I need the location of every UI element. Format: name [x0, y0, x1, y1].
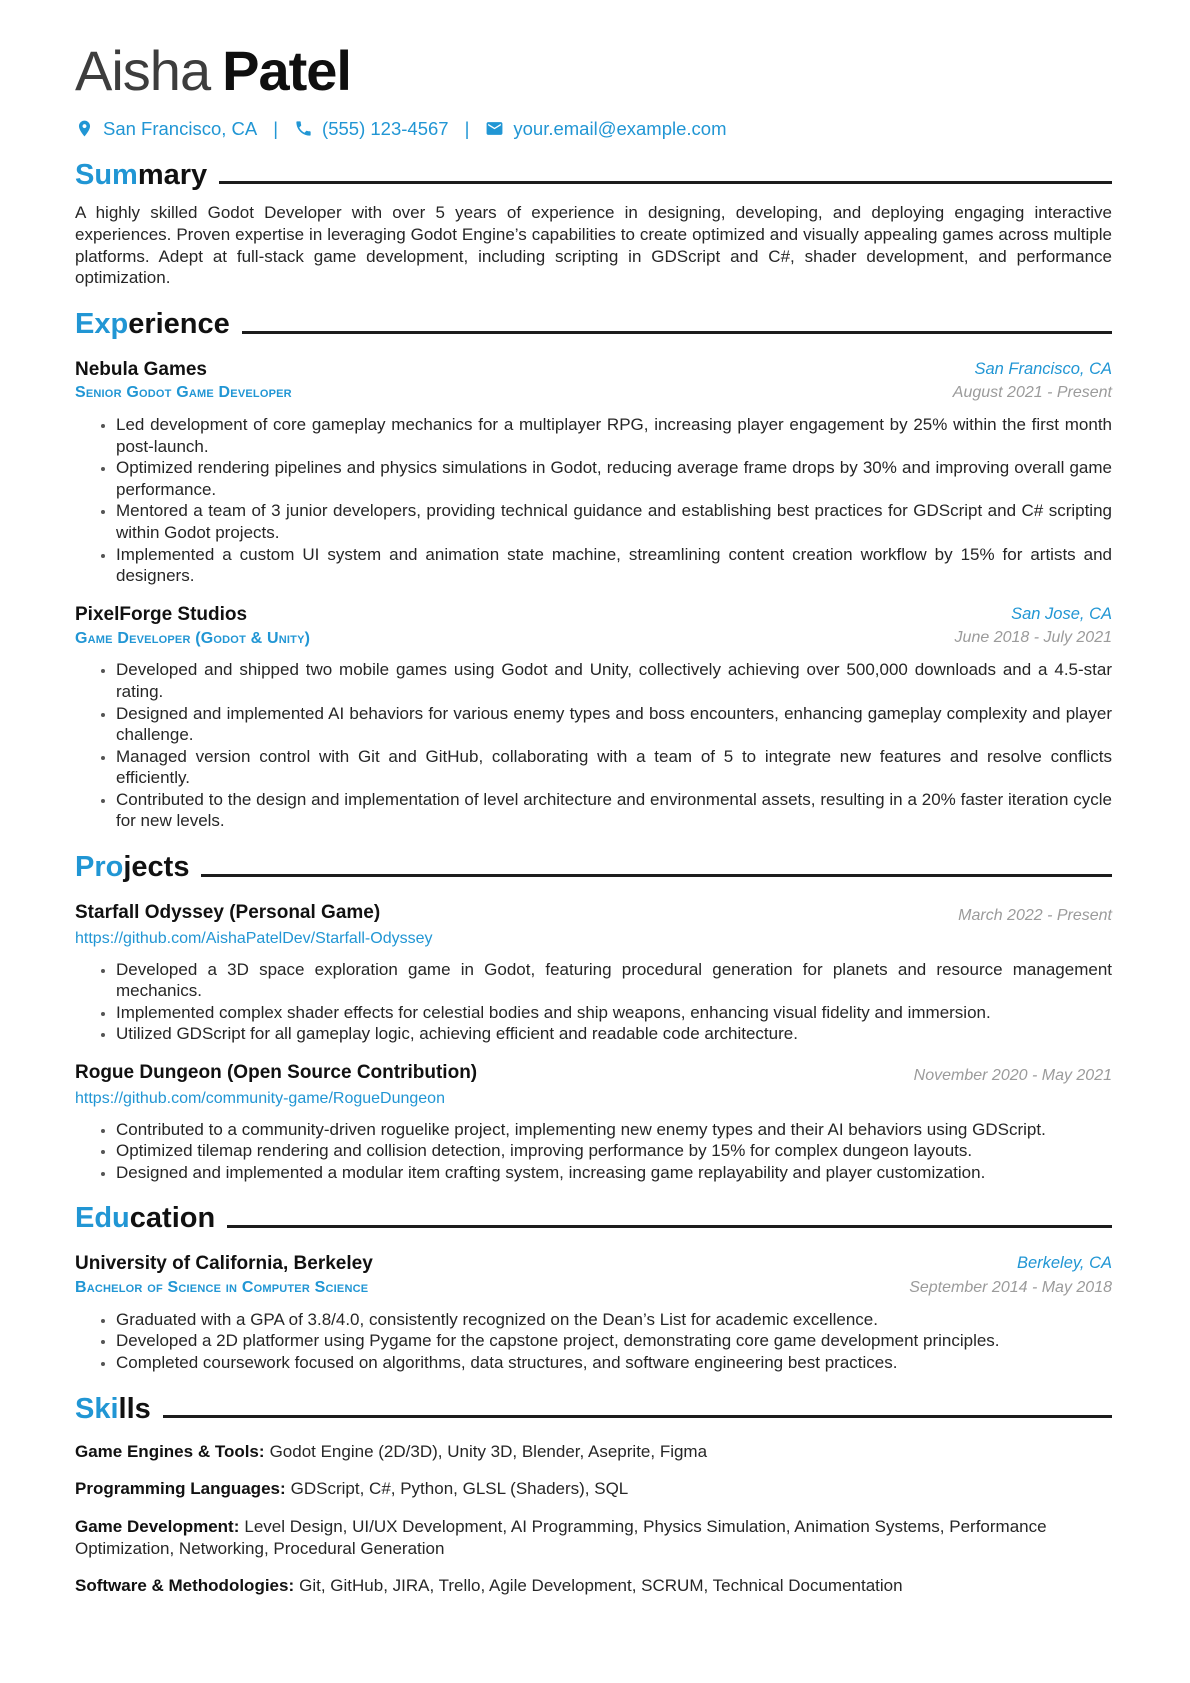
company-name: Nebula Games: [75, 358, 207, 380]
bullet-item: • Graduated with a GPA of 3.8/4.0, consistently recognized on the Dean’s List for academic excellence.: [116, 1309, 1112, 1331]
project-title: Rogue Dungeon (Open Source Contribution): [75, 1061, 478, 1083]
experience-bullet-list: [75, 659, 1112, 832]
contact-phone: [294, 118, 449, 140]
summary-paragraph: A highly skilled Godot Developer with over 5 years of experience in designing, developing, and deploying engaging interactive experiences. Proven expertise in leveraging Godot Engine’s capabilities to create optimized and visually appealing games across multiple platforms. Adept at full-stack game development, including scripting in GDScript and C#, shader development, and performance optimization.: [75, 203, 1112, 288]
project-bullet-list: [75, 1119, 1112, 1184]
heading-rest-text: cation: [129, 1202, 216, 1235]
company-name: PixelForge Studios: [75, 603, 248, 625]
heading-rule: [163, 1415, 1112, 1418]
experience-bullet-list: [75, 414, 1112, 587]
entry-dates: September 2014 - May 2018: [909, 1278, 1112, 1296]
project-entry: [75, 902, 1112, 1045]
entry-dates: March 2022 - Present: [958, 906, 1112, 924]
phone-link[interactable]: (555) 123-4567: [322, 117, 449, 139]
contact-location: [75, 118, 257, 140]
bullet-item: • Designed and implemented AI behaviors for various enemy types and boss encounters, enhancing gameplay complexity and player challenge.: [116, 703, 1112, 746]
bullet-item: • Optimized rendering pipelines and physics simulations in Godot, reducing average frame drops by 30% and improving overall game performance.: [116, 457, 1112, 500]
entry-dates: November 2020 - May 2021: [913, 1066, 1112, 1084]
bullet-item: • Designed and implemented a modular item crafting system, increasing game replayability and player customization.: [116, 1162, 1112, 1184]
skill-row: [75, 1516, 1112, 1560]
entry-location: San Jose, CA: [1011, 604, 1112, 623]
contact-separator: |: [273, 117, 279, 139]
heading-accent-text: Sum: [75, 158, 138, 191]
contact-separator: |: [464, 117, 470, 139]
skill-row: [75, 1441, 1112, 1463]
contact-bar: [75, 118, 1112, 140]
bullet-item: • Developed a 3D space exploration game in Godot, featuring procedural generation for planets and resource management mechanics.: [116, 959, 1112, 1002]
bullet-item: • Developed and shipped two mobile games using Godot and Unity, collectively achieving over 500,000 downloads and a 4.5-star rating.: [116, 659, 1112, 702]
heading-rule: [242, 331, 1112, 334]
entry-header: [75, 604, 1112, 649]
skill-row: [75, 1478, 1112, 1500]
heading-rest-text: jects: [123, 851, 190, 883]
skill-label: Programming Languages:: [75, 1479, 286, 1499]
education-bullet-list: [75, 1309, 1112, 1374]
bullet-item: • Led development of core gameplay mechanics for a multiplayer RPG, increasing player engagement by 25% within the first month post-launch.: [116, 414, 1112, 457]
envelope-icon: [485, 119, 504, 138]
project-url-link[interactable]: https://github.com/community-game/RogueDungeon: [75, 1089, 445, 1107]
bullet-item: • Utilized GDScript for all gameplay logic, achieving efficient and readable code architecture.: [116, 1023, 1112, 1045]
heading-rule: [219, 181, 1112, 184]
heading-accent-text: Ski: [75, 1392, 119, 1425]
degree-title: Bachelor of Science in Computer Science: [75, 1279, 369, 1297]
bullet-item: • Contributed to the design and implementation of level architecture and environmental assets, resulting in a 20% faster iteration cycle for new levels.: [116, 789, 1112, 832]
entry-dates: August 2021 - Present: [952, 384, 1112, 402]
skill-label: Game Development:: [75, 1516, 240, 1536]
skill-value: Git, GitHub, JIRA, Trello, Agile Development, SCRUM, Technical Documentation: [299, 1575, 903, 1595]
entry-header: [75, 1062, 1112, 1108]
heading-accent-text: Pro: [75, 851, 124, 883]
project-url-link[interactable]: https://github.com/AishaPatelDev/Starfall-Odyssey: [75, 929, 433, 947]
bullet-item: • Implemented a custom UI system and animation state machine, streamlining content creation workflow by 15% for artists and designers.: [116, 544, 1112, 587]
skill-label: Software & Methodologies:: [75, 1575, 295, 1595]
job-title: Senior Godot Game Developer: [75, 384, 292, 402]
heading-rule: [201, 874, 1112, 877]
phone-icon: [294, 119, 313, 138]
skill-row: [75, 1575, 1112, 1597]
heading-rest-text: mary: [137, 158, 208, 191]
entry-header: [75, 1253, 1112, 1298]
entry-location: Berkeley, CA: [1016, 1254, 1112, 1273]
project-title: Starfall Odyssey (Personal Game): [75, 901, 381, 923]
section-heading-skills: [75, 1392, 1112, 1427]
candidate-last-name: Patel: [222, 39, 351, 102]
heading-rest-text: erience: [128, 307, 230, 340]
skill-value: Level Design, UI/UX Development, AI Programming, Physics Simulation, Animation Systems, Performance Optimization, Networking, Procedural Generation: [75, 1516, 1047, 1558]
skill-label: Game Engines & Tools:: [75, 1442, 265, 1462]
bullet-item: • Managed version control with Git and GitHub, collaborating with a team of 5 to integrate new features and resolve conflicts efficiently.: [116, 746, 1112, 789]
school-name: University of California, Berkeley: [75, 1253, 373, 1275]
project-entry: [75, 1062, 1112, 1184]
bullet-item: • Completed coursework focused on algorithms, data structures, and software engineering best practices.: [116, 1352, 1112, 1374]
experience-entry: [75, 604, 1112, 832]
bullet-item: • Contributed to a community-driven roguelike project, implementing new enemy types and their AI behaviors using GDScript.: [116, 1119, 1112, 1141]
entry-header: [75, 359, 1112, 404]
bullet-item: • Developed a 2D platformer using Pygame for the capstone project, demonstrating core game development principles.: [116, 1330, 1112, 1352]
email-link[interactable]: your.email@example.com: [513, 117, 727, 139]
heading-accent-text: Edu: [75, 1202, 130, 1235]
bullet-item: • Optimized tilemap rendering and collision detection, improving performance by 15% for complex dungeon layouts.: [116, 1140, 1112, 1162]
skill-value: GDScript, C#, Python, GLSL (Shaders), SQL: [290, 1479, 629, 1499]
section-heading-summary: [75, 158, 1112, 193]
section-heading-experience: [75, 307, 1112, 342]
heading-accent-text: Exp: [75, 307, 129, 340]
section-heading-projects: [75, 850, 1112, 885]
contact-email: [485, 118, 726, 140]
location-text: San Francisco, CA: [103, 117, 258, 139]
entry-dates: June 2018 - July 2021: [954, 629, 1112, 647]
heading-rest-text: lls: [118, 1392, 151, 1425]
bullet-item: • Mentored a team of 3 junior developers, providing technical guidance and establishing best practices for GDScript and C# scripting within Godot projects.: [116, 500, 1112, 543]
candidate-first-name: Aisha: [75, 39, 211, 102]
location-pin-icon: [75, 119, 94, 138]
section-heading-education: [75, 1201, 1112, 1236]
candidate-name: [75, 40, 1112, 102]
bullet-item: • Implemented complex shader effects for celestial bodies and ship weapons, enhancing visual fidelity and immersion.: [116, 1002, 1112, 1024]
project-bullet-list: [75, 959, 1112, 1045]
entry-header: [75, 902, 1112, 948]
education-entry: [75, 1253, 1112, 1373]
experience-entry: [75, 359, 1112, 587]
job-title: Game Developer (Godot & Unity): [75, 629, 311, 647]
heading-rule: [227, 1225, 1112, 1228]
entry-location: San Francisco, CA: [974, 359, 1112, 378]
skill-value: Godot Engine (2D/3D), Unity 3D, Blender, Aseprite, Figma: [269, 1442, 708, 1462]
